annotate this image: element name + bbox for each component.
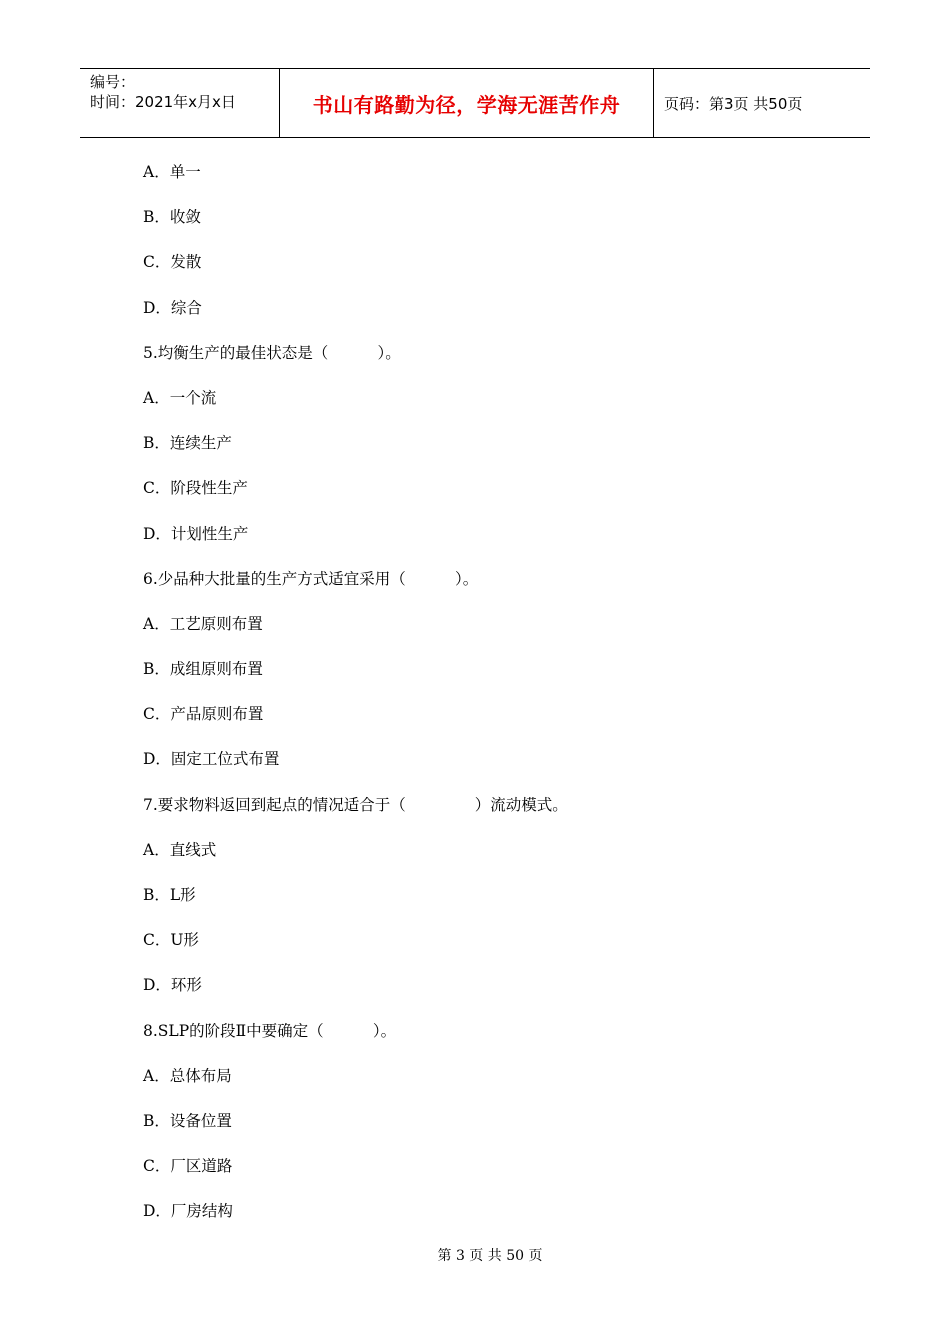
- question-line: 5.均衡生产的最佳状态是（ ）。: [143, 343, 401, 362]
- header-meta: [80, 69, 280, 137]
- option-line: A．单一: [143, 163, 201, 181]
- question-line: 6.少品种大批量的生产方式适宜采用（ ）。: [143, 569, 479, 588]
- page-footer: 第 3 页 共 50 页: [437, 1248, 543, 1264]
- option-line: C．产品原则布置: [143, 705, 264, 724]
- option-line: D．环形: [143, 976, 202, 995]
- number-label: 编号：: [90, 73, 136, 91]
- option-line: D．综合: [143, 298, 202, 317]
- header-motto: 书山有路勤为径，学海无涯苦作舟: [280, 69, 654, 137]
- option-line: B．L形: [143, 886, 196, 904]
- option-line: C．阶段性生产: [143, 479, 248, 498]
- question-line: 8.SLP的阶段Ⅱ中要确定（ ）。: [143, 1021, 397, 1040]
- option-line: C．厂区道路: [143, 1157, 233, 1176]
- time-label: 时间：2021年x月x日: [90, 93, 236, 111]
- option-line: B．连续生产: [143, 434, 232, 453]
- option-line: A．一个流: [143, 388, 217, 407]
- option-line: C．U形: [143, 931, 199, 950]
- option-line: B．成组原则布置: [143, 660, 263, 679]
- header-page-info: 页码：第3页 共50页: [664, 94, 803, 113]
- option-line: A．直线式: [143, 840, 217, 859]
- option-line: D．计划性生产: [143, 524, 249, 543]
- option-line: B．设备位置: [143, 1111, 232, 1130]
- option-line: D．厂房结构: [143, 1202, 233, 1221]
- question-content: [143, 158, 843, 1243]
- page-header: [80, 68, 870, 138]
- option-line: A．总体布局: [143, 1066, 232, 1085]
- option-line: C．发散: [143, 253, 202, 272]
- option-line: A．工艺原则布置: [143, 614, 263, 633]
- option-line: B．收敛: [143, 208, 201, 227]
- question-line: 7.要求物料返回到起点的情况适合于（ ）流动模式。: [143, 795, 568, 814]
- option-line: D．固定工位式布置: [143, 750, 280, 769]
